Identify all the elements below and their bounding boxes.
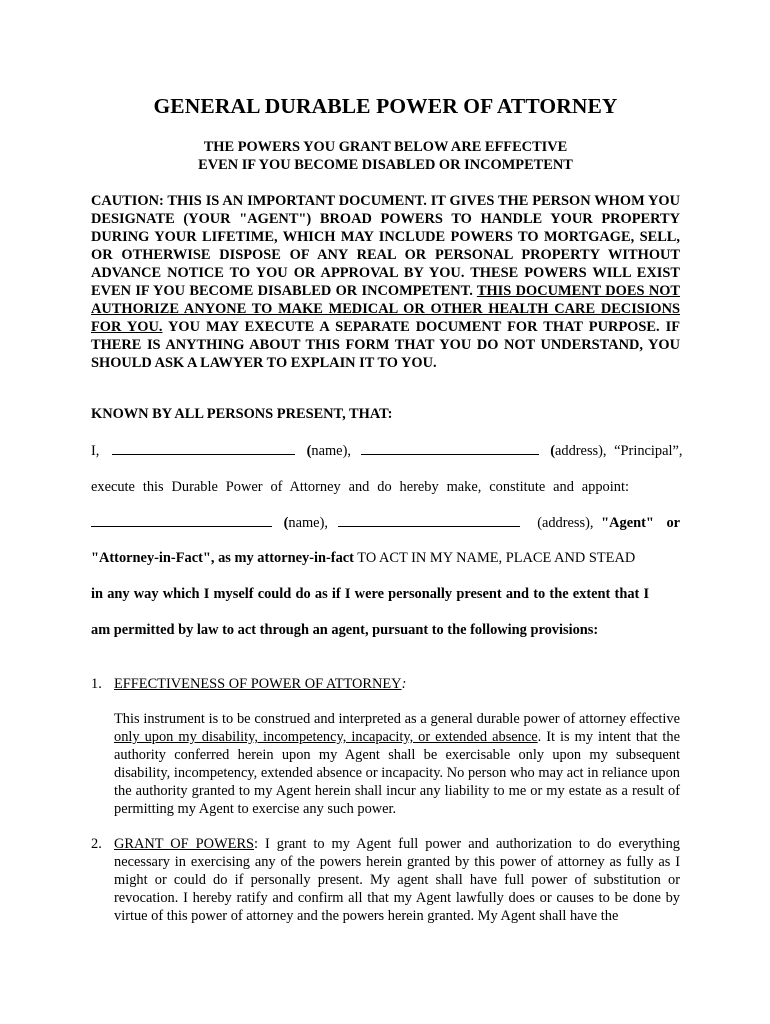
section-1-text-before: This instrument is to be construed and interpreted as a general durable power of attorney effective [114, 711, 680, 727]
principal-prefix: I, [91, 443, 100, 459]
caution-underlined-text: THIS DOCUMENT DOES NOT AUTHORIZE ANYONE TO MAKE MEDICAL OR OTHER HEALTH CARE DECISIONS FOR YOU. [91, 283, 680, 335]
agent-label: "Agent" or [601, 515, 681, 531]
principal-name-blank[interactable] [112, 442, 295, 455]
section-1-text-after: . It is my intent that the authority conferred herein upon my Agent shall be exercisable only upon my subsequent disability, incompetency, extended absence or incapacity. No person who may act in reliance upon the authority granted to my Agent herein shall incur any liability to me or my estate as a result of permitting my Agent to exercise any such power. [114, 729, 680, 817]
attorney-in-fact-bold: "Attorney-in-Fact", as my attorney-in-fact [91, 550, 354, 566]
section-1-heading-suffix: : [401, 676, 407, 692]
principal-label: “Principal”, [614, 443, 683, 459]
section-2 [91, 835, 680, 925]
agent-name-label: name), [288, 515, 328, 531]
agent-address-blank[interactable] [338, 514, 520, 527]
known-by-all-heading: KNOWN BY ALL PERSONS PRESENT, THAT: [91, 406, 393, 422]
agent-address-label: (address), [537, 515, 594, 531]
execute-text: execute this Durable Power of Attorney and do hereby make, constitute and appoint: [91, 479, 629, 495]
subtitle-line-1: THE POWERS YOU GRANT BELOW ARE EFFECTIVE [203, 139, 568, 155]
section-2-heading: GRANT OF POWERS [114, 836, 255, 852]
subtitle-line-2: EVEN IF YOU BECOME DISABLED OR INCOMPETENT [198, 157, 573, 173]
caution-text-before: CAUTION: THIS IS AN IMPORTANT DOCUMENT. IT GIVES THE PERSON WHOM YOU DESIGNATE (YOUR "AGENT") BROAD POWERS TO HANDLE YOUR PROPERTY DURING YOUR LIFETIME, WHICH MAY INCLUDE POWERS TO MORTGAGE, SELL, OR OTHERWISE DISPOSE OF ANY REAL OR PERSONAL PROPERTY WITHOUT ADVANCE NOTICE TO YOU OR APPROVAL BY YOU. THESE POWERS WILL EXIST EVEN IF YOU BECOME DISABLED OR INCOMPETENT. [91, 193, 680, 299]
principal-address-blank[interactable] [361, 442, 539, 455]
section-2-paragraph [114, 835, 680, 925]
agent-name-paren: ( [283, 515, 289, 531]
principal-line [91, 442, 683, 460]
section-1-number: 1. [91, 676, 102, 692]
section-2-text: : I grant to my Agent full power and authorization to do everything necessary in exercising any of the powers herein granted by this power of attorney as fully as I might or could do if personally present. My agent shall have full power of substitution or revocation. I hereby ratify and confirm all that my Agent lawfully does or causes to be done by virtue of this power of attorney and the powers herein granted. My Agent shall have the [114, 836, 680, 924]
document-subtitle [91, 138, 680, 174]
permitted-line: am permitted by law to act through an agent, pursuant to the following provisions: [91, 622, 599, 638]
principal-address-label: address), [554, 443, 607, 459]
section-1 [91, 675, 680, 818]
section-1-heading: EFFECTIVENESS OF POWER OF ATTORNEY [114, 676, 402, 692]
any-way-line: in any way which I myself could do as if I were personally present and to the extent that I [91, 586, 650, 602]
caution-text-after: YOU MAY EXECUTE A SEPARATE DOCUMENT FOR THAT PURPOSE. IF THERE IS ANYTHING ABOUT THIS FORM THAT YOU DO NOT UNDERSTAND, YOU SHOULD ASK A LAWYER TO EXPLAIN IT TO YOU. [91, 319, 680, 371]
section-2-number: 2. [91, 836, 102, 852]
attorney-in-fact-line [91, 550, 680, 567]
principal-name-paren: ( [306, 443, 312, 459]
section-1-paragraph [114, 710, 680, 818]
caution-paragraph [91, 192, 680, 372]
document-title: GENERAL DURABLE POWER OF ATTORNEY [153, 94, 618, 118]
section-1-heading-row [114, 675, 680, 693]
agent-line [91, 514, 680, 532]
execute-line [91, 479, 680, 496]
principal-name-label: name), [311, 443, 351, 459]
attorney-in-fact-normal: TO ACT IN MY NAME, PLACE AND STEAD [353, 550, 636, 566]
section-1-underlined-text: only upon my disability, incompetency, incapacity, or extended absence [114, 729, 538, 745]
agent-name-blank[interactable] [91, 514, 272, 527]
principal-address-paren: ( [550, 443, 555, 459]
